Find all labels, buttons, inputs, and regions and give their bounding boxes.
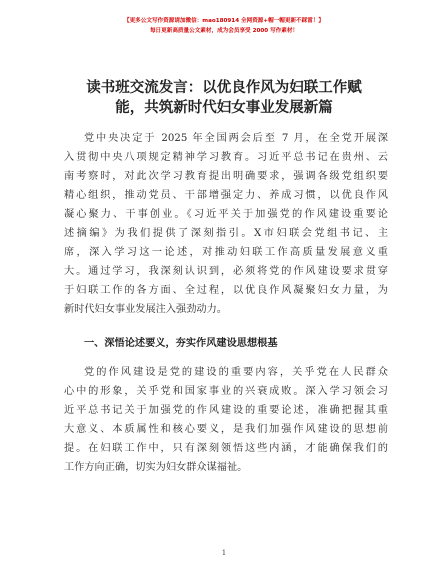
paragraph-1-line: 大。通过学习，我深刻认识到，必须将党的作风建设要求贯穿 (64, 266, 388, 277)
paragraph-1-line: 新时代妇女事业发展注入强劲动力。 (64, 304, 227, 315)
promo-banner-line-2: 每日更新高质量公文素材，成为会员享受 2000 写作素材！ (149, 28, 299, 34)
paragraph-1-line: 精心组织，推动党员、干部增强定力、养成习惯，以优良作风 (64, 190, 388, 201)
paragraph-1-line: 凝心聚力、干事创业。《习近平关于加强党的作风建设重要论 (64, 209, 388, 220)
paragraph-2-line: 提。在妇联工作中，只有深刻领悟这些内涵，才能确保我们的 (64, 443, 388, 454)
page-number: 1 (221, 549, 227, 557)
paragraph-2-line: 大意义、本质属性和核心要义，是我们加强作风建设的思想前 (64, 424, 388, 435)
promo-banner-line-1: 【更多公文写作资源请加微信：mao180914 全网资源+帽一帽更新不踩雷！】 (123, 18, 325, 24)
section-heading-1: 一、深悟论述要义，夯实作风建设思想根基 (84, 338, 278, 349)
paragraph-1-line: 南考察时，对此次学习教育提出明确要求，强调各级党组织要 (64, 171, 388, 182)
paragraph-1-line: 党中央决定于 2025 年全国两会后至 7 月，在全党开展深 (84, 133, 388, 144)
document-title-line-1: 读书班交流发言：以优良作风为妇联工作赋 (86, 80, 362, 96)
paragraph-2-line: 党的作风建设是党的建设的重要内容，关乎党在人民群众 (84, 367, 388, 378)
paragraph-2-line: 心中的形象，关乎党和国家事业的兴衰成败。深入学习领会习 (64, 386, 388, 397)
paragraph-1-line: 述摘编》为我们提供了深刻指引。X市妇联会党组书记、主 (64, 228, 388, 239)
paragraph-2-line: 工作方向正确，切实为妇女群众谋福祉。 (64, 462, 248, 473)
paragraph-1-line: 入贯彻中央八项规定精神学习教育。习近平总书记在贵州、云 (64, 152, 388, 163)
paragraph-1-line: 席，深入学习这一论述，对推动妇联工作高质量发展意义重 (64, 247, 388, 258)
document-title-line-2: 能，共筑新时代妇女事业发展新篇 (115, 100, 333, 116)
paragraph-2-line: 近平总书记关于加强党的作风建设的重要论述，准确把握其重 (64, 405, 388, 416)
paragraph-1-line: 于妇联工作的各方面、全过程，以优良作风凝聚妇女力量，为 (64, 285, 388, 296)
